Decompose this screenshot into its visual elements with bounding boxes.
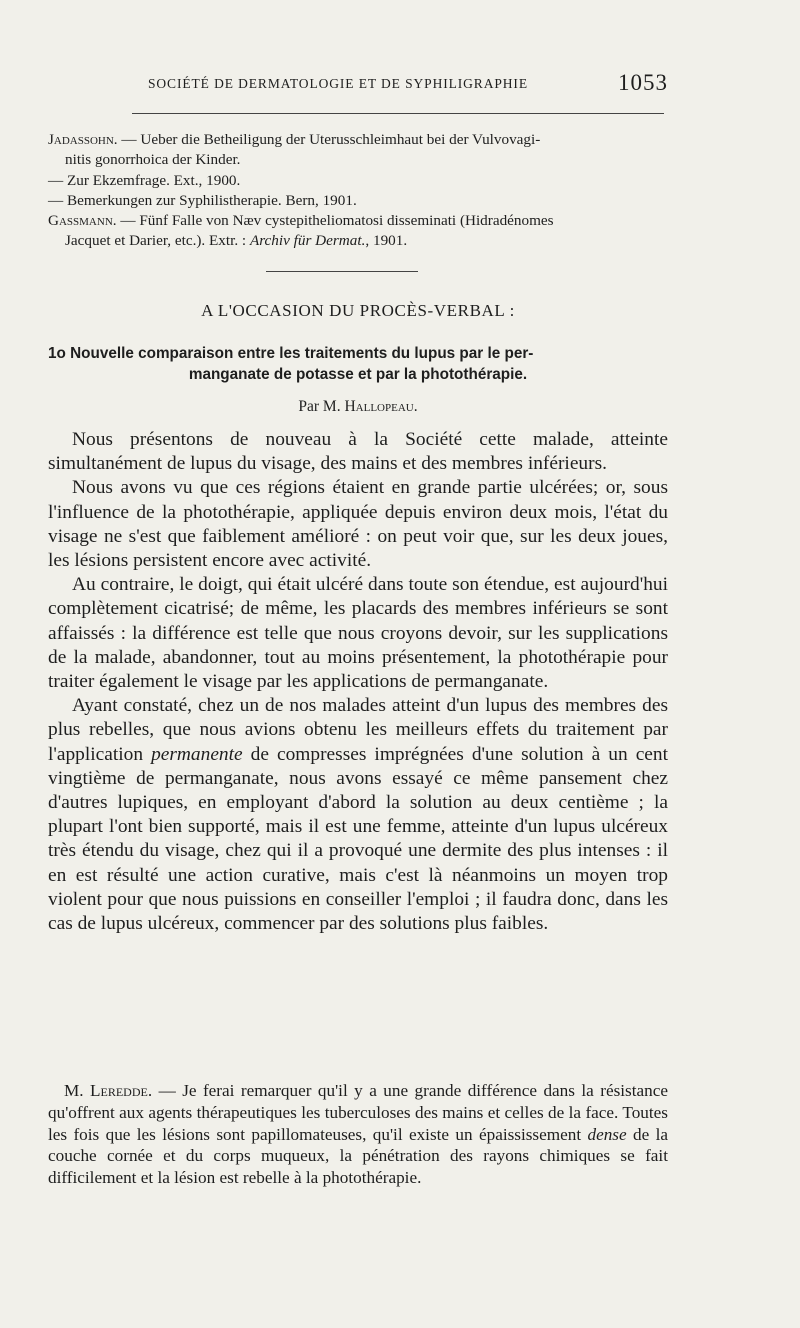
reference-continuation: nitis gonorrhoica der Kinder. [65, 151, 241, 169]
reference-text: — Bemerkungen zur Syphilistherapie. Bern, 1901. [48, 191, 357, 209]
reference-entry [48, 130, 668, 171]
article-author [48, 398, 668, 416]
reference-author: Gassmann. [48, 212, 117, 230]
article-title-line-1: 1o Nouvelle comparaison entre les traitements du lupus par le per- [48, 345, 534, 362]
paragraph-text: de compresses imprégnées d'une solution à un cent vingtième de permanganate, nous avons essayé ce même pansement chez d'autres lupiques, en employant d'abord la solution au deux centième ; la plupart l'ont bien supporté, mais il est une femme, atteinte d'un lupus ulcéreux très étendu du visage, chez qui il a provoqué une dermite des plus intenses : il en est résulté une action curative, mais c'est là néanmoins un moyen trop violent pour que nous puissions en conseiller l'emploi ; il faudra donc, dans les cas de lupus ulcéreux, commencer par des solutions plus faibles. [48, 743, 668, 935]
paragraph-text: Ayant constaté, chez un de nos malades atteint d'un lupus des membres des plus rebelles, que nous avions obtenu les meilleurs effets du traitement par l'application [48, 695, 668, 765]
reference-text: — Fünf Falle von Næv cystepitheliomatosi disseminati (Hidradénomes [116, 212, 554, 230]
section-divider [266, 271, 418, 272]
reference-continuation [48, 231, 668, 251]
reference-text: — Ueber die Betheiligung der Uterusschleimhaut bei der Vulvovagi- [117, 131, 541, 148]
body-paragraph: Nous avons vu que ces régions étaient en grande partie ulcérées; or, sous l'influence de la photothérapie, appliquée depuis environ deux mois, l'état du visage ne s'est que faiblement amélioré : on peut voir que, sur les deux joues, les lésions persistent encore avec activité. [48, 477, 668, 572]
discussion-remark [48, 1080, 668, 1189]
remark-speaker: M. Leredde. [64, 1081, 153, 1100]
running-title: SOCIÉTÉ DE DERMATOLOGIE ET DE SYPHILIGRAPHIE [148, 76, 528, 91]
reference-entry [48, 191, 668, 211]
reference-list [48, 130, 668, 252]
author-name: Hallopeau. [344, 398, 418, 415]
journal-title: Archiv für Dermat. [249, 232, 366, 250]
remark-text: de la couche cornée et du corps muqueux, la pénétration des rayons chimiques se fait difficilement et la lésion est rebelle à la photothérapie. [48, 1124, 668, 1188]
page-number: 1053 [618, 70, 668, 95]
running-header [148, 70, 668, 95]
body-paragraph [48, 694, 668, 936]
article-body [48, 428, 668, 936]
body-paragraph: Au contraire, le doigt, qui était ulcéré dans toute son étendue, est aujourd'hui complètement cicatrisé; de même, les placards des membres inférieurs se sont affaissés : la différence est telle que nous croyons devoir, sur les supplications de la malade, abandonner, tout au moins présentement, la photothérapie pour traiter également le visage par les applications de permanganate. [48, 574, 668, 693]
article-title [48, 343, 668, 385]
emphasis: dense [587, 1124, 627, 1144]
section-title: A L'OCCASION DU PROCÈS-VERBAL : [201, 301, 515, 320]
author-prefix: Par M. [298, 398, 345, 415]
reference-text: — Zur Ekzemfrage. Ext., 1900. [48, 171, 241, 189]
body-paragraph: Nous présentons de nouveau à la Société cette malade, atteinte simultanément de lupus du visage, des mains et des membres inférieurs. [48, 429, 668, 475]
remark-text: — Je ferai remarquer qu'il y a une grande différence dans la résistance qu'offrent aux agents thérapeutiques les tuberculoses des mains et celles de la face. Toutes les fois que les lésions sont papillomateuses, qu'il existe un épaississement [48, 1081, 668, 1144]
reference-entry [48, 211, 668, 252]
remark-paragraph [48, 1080, 668, 1189]
reference-entry [48, 171, 668, 191]
reference-continuation-text: Jacquet et Darier, etc.). Extr. : [65, 232, 250, 250]
header-rule [132, 113, 664, 114]
reference-author: Jadassohn. [48, 131, 118, 148]
article-title-line-2: manganate de potasse et par la photothérapie. [188, 366, 528, 383]
emphasis: permanente [151, 743, 243, 765]
reference-year: , 1901. [365, 232, 408, 250]
